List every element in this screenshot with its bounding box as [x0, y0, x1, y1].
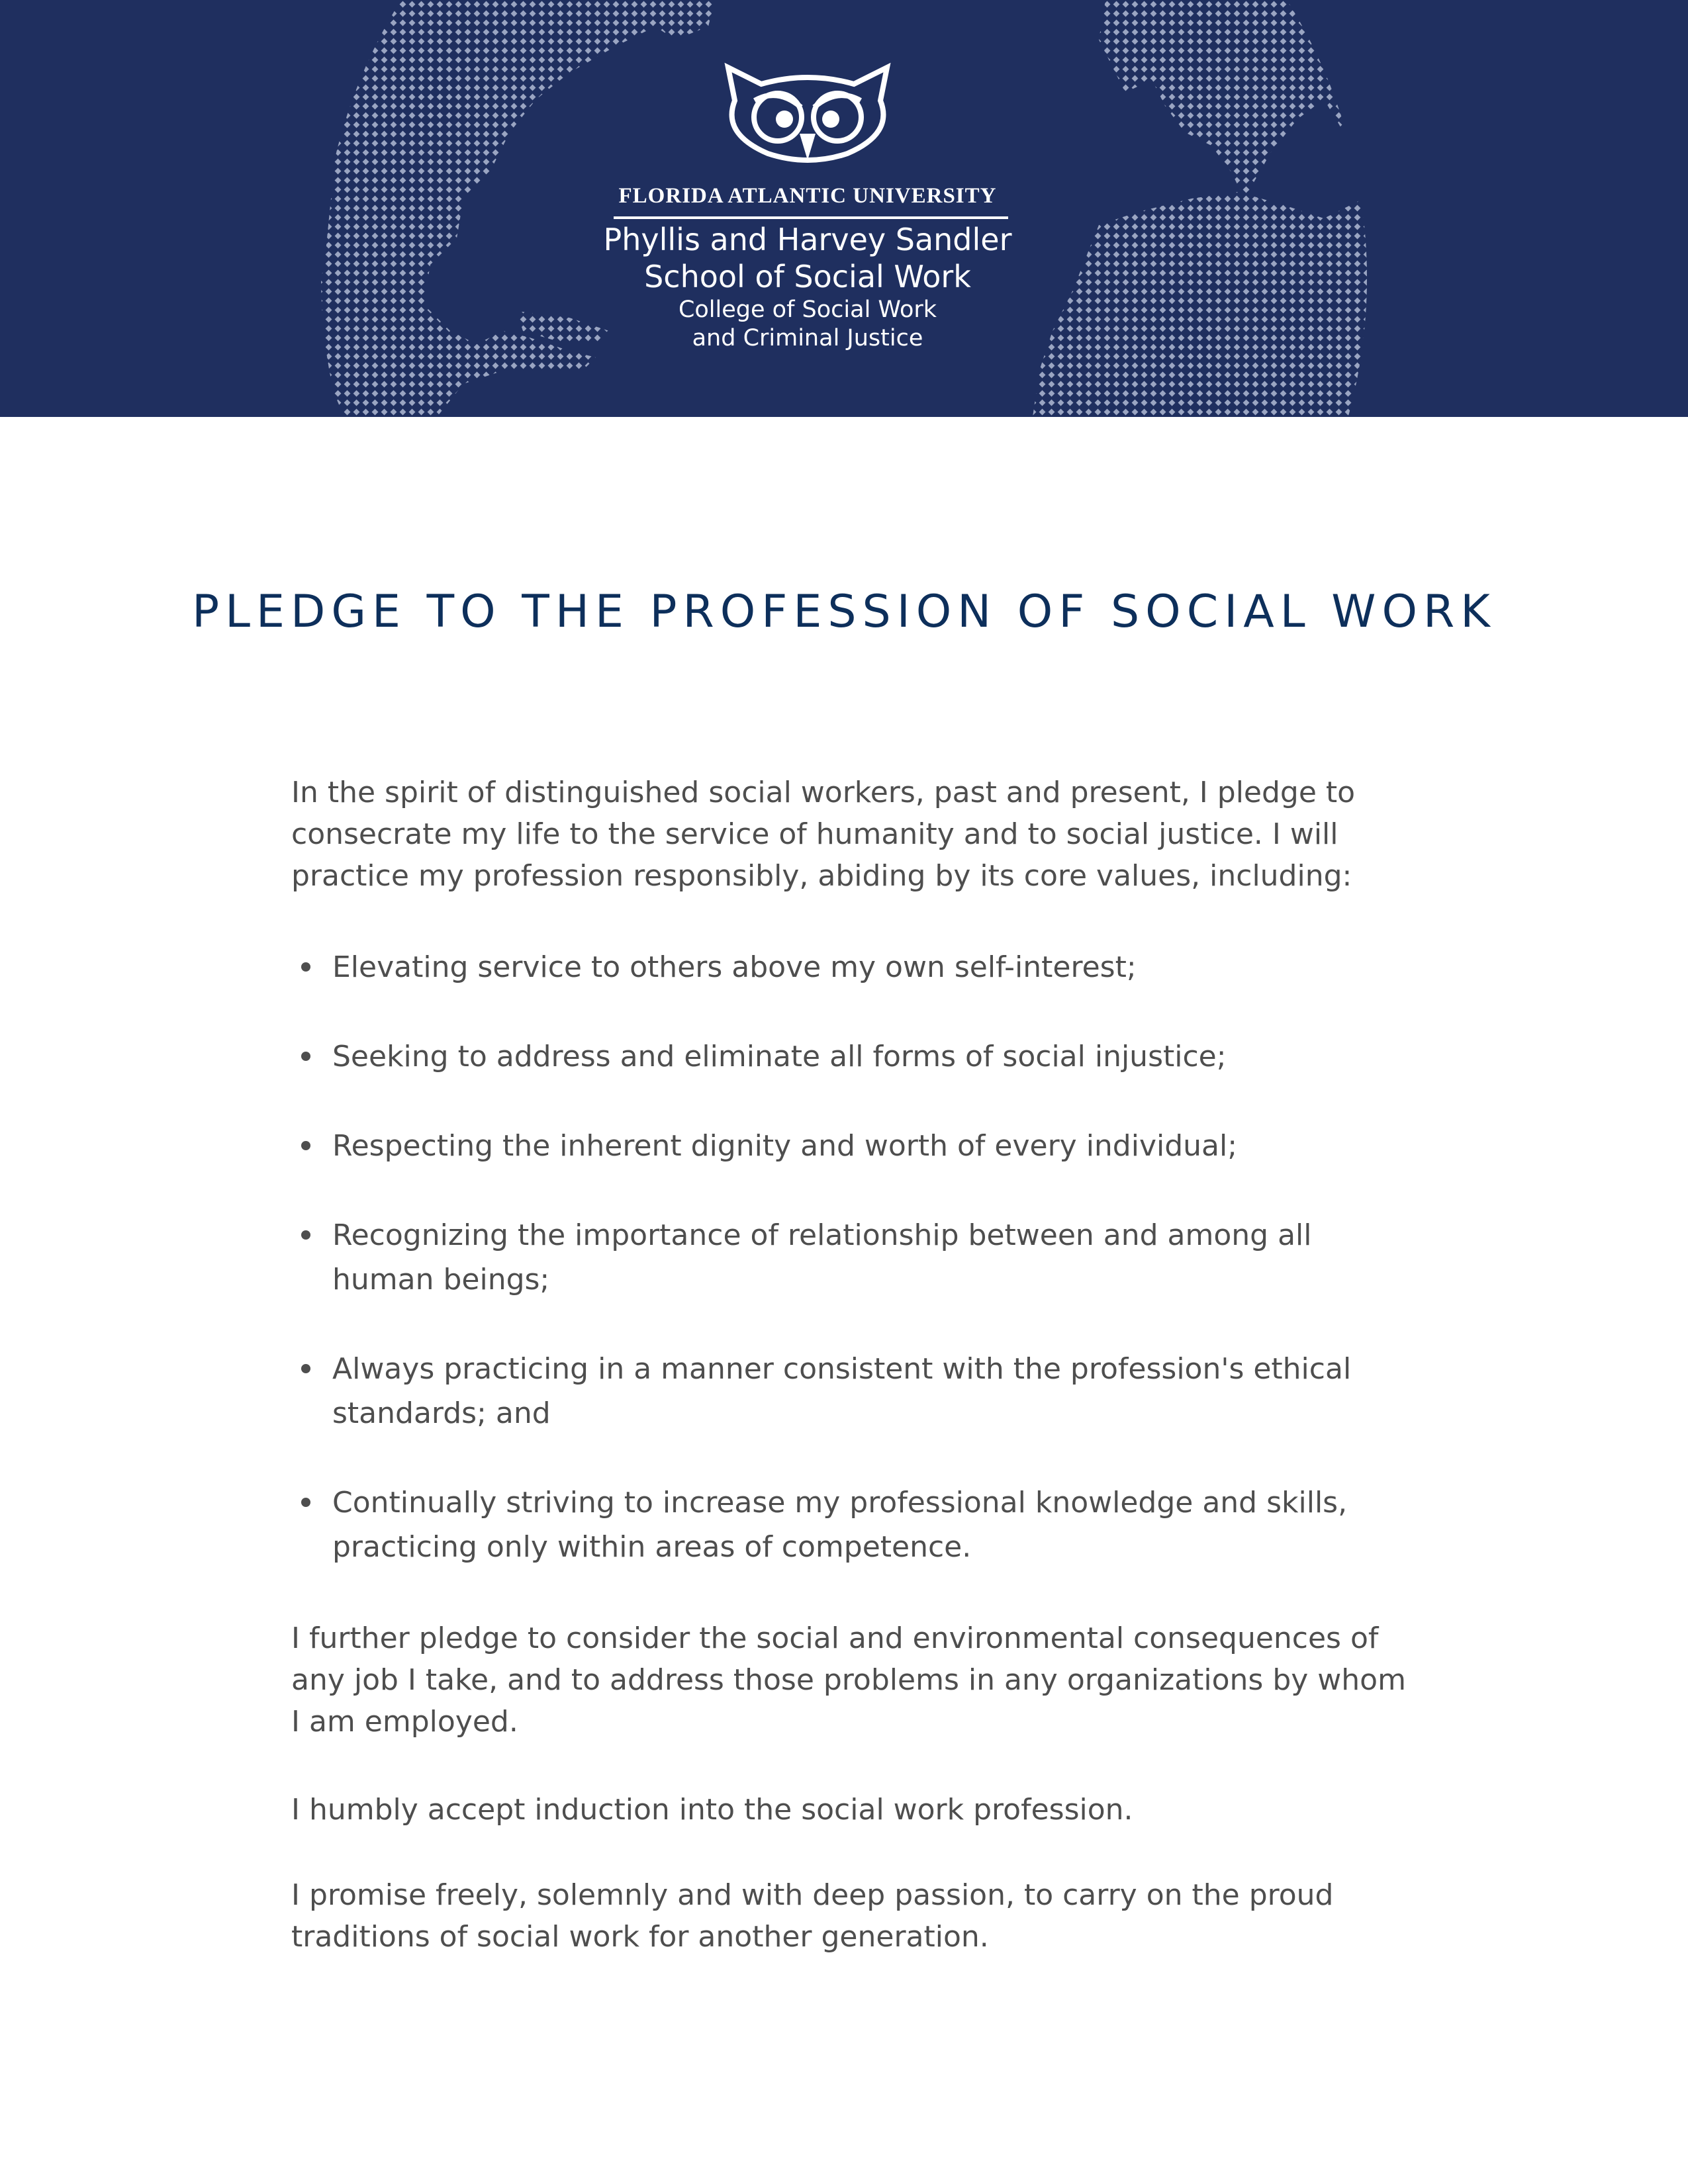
list-item: Recognizing the importance of relationship between and among all human beings;: [291, 1213, 1417, 1302]
owl-logo-icon: [715, 61, 900, 167]
college-name-line-2: and Criminal Justice: [692, 325, 923, 351]
university-name: FLORIDA ATLANTIC UNIVERSITY: [618, 184, 997, 208]
list-item: Continually striving to increase my professional knowledge and skills, practicing only within areas of competence.: [291, 1480, 1417, 1569]
college-name-line-1: College of Social Work: [678, 296, 937, 323]
intro-paragraph: In the spirit of distinguished social workers, past and present, I pledge to consecrate my life to the service of humanity and to social justice. I will practice my profession responsibly, abiding by its core values, including:: [291, 776, 1356, 893]
school-name-line-1: Phyllis and Harvey Sandler: [603, 222, 1012, 257]
list-item: Elevating service to others above my own self-interest;: [291, 945, 1417, 989]
list-item: Respecting the inherent dignity and worth of every individual;: [291, 1124, 1417, 1168]
page-title: PLEDGE TO THE PROFESSION OF SOCIAL WORK: [192, 586, 1496, 638]
further-pledge-paragraph: I further pledge to consider the social and environmental consequences of any job I take, and to address those problems in any organizations by whom I am employed.: [291, 1621, 1406, 1739]
promise-paragraph: I promise freely, solemnly and with deep passion, to carry on the proud traditions of social work for another generation.: [291, 1878, 1334, 1954]
core-values-list: [291, 945, 1417, 1614]
list-item: Always practicing in a manner consistent with the profession's ethical standards; and: [291, 1347, 1417, 1435]
acceptance-paragraph: I humbly accept induction into the social work profession.: [291, 1793, 1133, 1827]
header-divider: [614, 216, 1008, 219]
school-name-line-2: School of Social Work: [644, 259, 971, 295]
header-banner: [0, 0, 1688, 417]
list-item: Seeking to address and eliminate all forms of social injustice;: [291, 1034, 1417, 1079]
